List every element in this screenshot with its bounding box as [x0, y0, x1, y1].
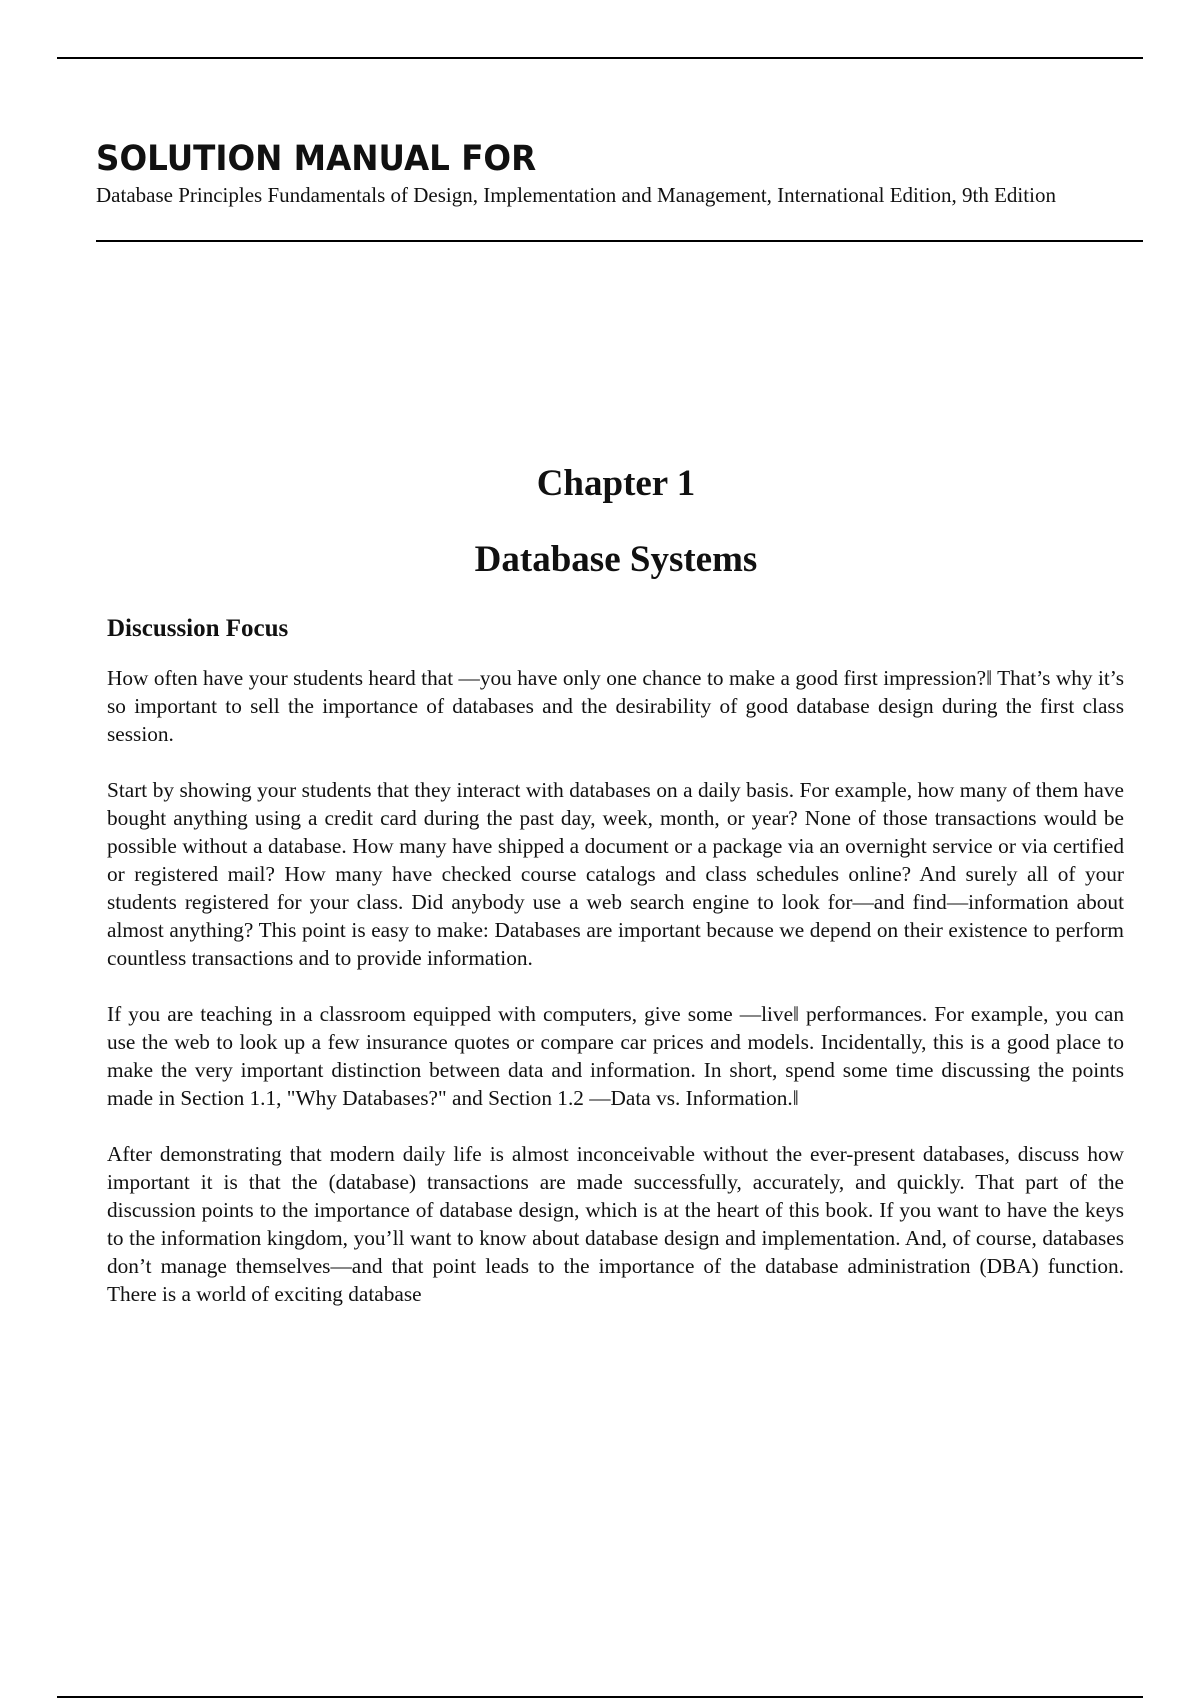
document-header: [96, 138, 1143, 208]
section-heading: Discussion Focus: [107, 615, 289, 642]
book-title: Database Principles Fundamentals of Design, Implementation and Management, International Edition, 9th Edition: [96, 183, 1056, 207]
manual-title: SOLUTION MANUAL FOR: [96, 139, 537, 179]
chapter-content: [107, 612, 1124, 1336]
paragraph-live-performances: If you are teaching in a classroom equipped with computers, give some ―live‖ performances. For example, you can use the web to look up a few insurance quotes or compare car prices and models. Incidentally, this is a good place to make the very important distinction between data and information. In short, spend some time discussing the points made in Section 1.1, "Why Databases?" and Section 1.2 ―Data vs. Information.‖: [107, 1002, 1124, 1110]
header-rule: [96, 240, 1143, 242]
paragraph-first-impression: How often have your students heard that ―you have only one chance to make a good first impression?‖ That’s why it’s so important to sell the importance of databases and the desirability of good database design during the first class session.: [107, 666, 1124, 746]
chapter-title: Database Systems: [474, 539, 758, 580]
bottom-rule: [57, 1696, 1143, 1698]
paragraph-daily-databases: Start by showing your students that they interact with databases on a daily basis. For example, how many of them have bought anything using a credit card during the past day, week, month, or year? None of those transactions would be possible without a database. How many have shipped a document or a package via an overnight service or via certified or registered mail? How many have checked course catalogs and class schedules online? And surely all of your students registered for your class. Did anybody use a web search engine to look for—and find—information about almost anything? This point is easy to make: Databases are important because we depend on their existence to perform countless transactions and to provide information.: [107, 778, 1124, 970]
paragraph-database-design: After demonstrating that modern daily life is almost inconceivable without the ever-present databases, discuss how important it is that the (database) transactions are made successfully, accurately, and quickly. That part of the discussion points to the importance of database design, which is at the heart of this book. If you want to have the keys to the information kingdom, you’ll want to know about database design and implementation. And, of course, databases don’t manage themselves—and that point leads to the importance of the database administration (DBA) function. There is a world of exciting database: [107, 1142, 1124, 1306]
chapter-number: Chapter 1: [536, 463, 696, 504]
top-rule: [57, 57, 1143, 59]
